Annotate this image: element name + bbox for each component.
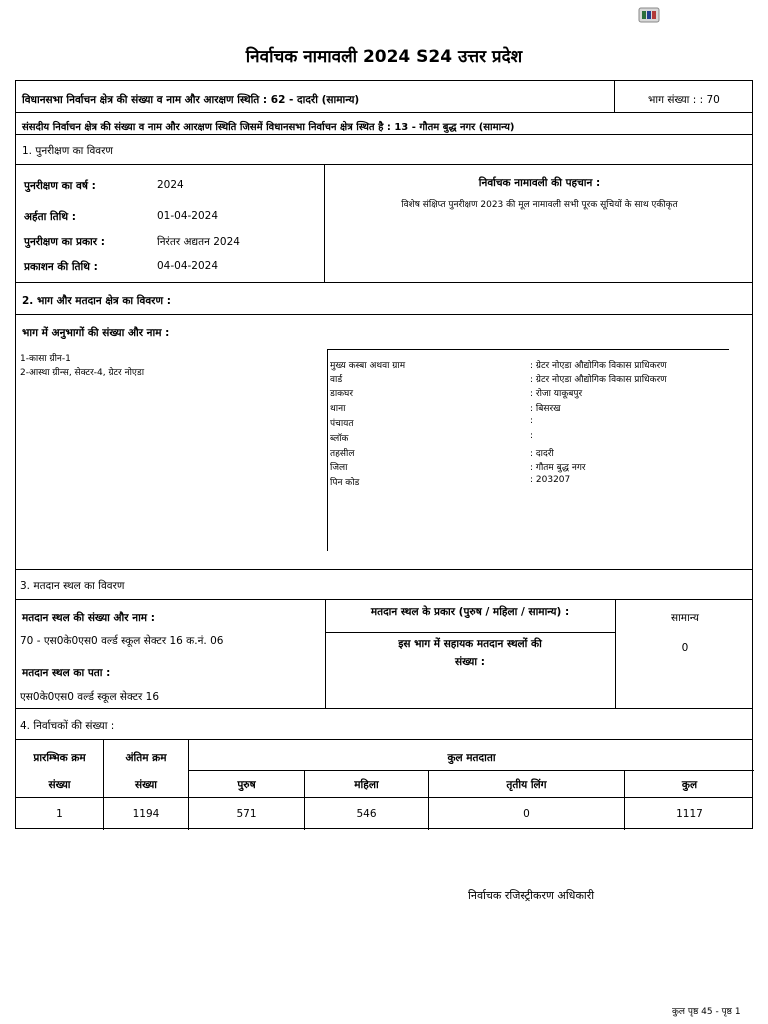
col-start-serial-line2: संख्या — [48, 779, 71, 791]
publication-date-label: प्रकाशन की तिथि : — [24, 261, 98, 273]
page-title: निर्वाचक नामावली 2024 S24 उत्तर प्रदेश — [245, 47, 523, 67]
revision-year-value: 2024 — [157, 179, 184, 191]
detail-label-panchayat: पंचायत — [330, 419, 354, 429]
detail-value-district: : गौतम बुद्ध नगर — [530, 463, 586, 473]
detail-value-panchayat: : — [530, 416, 534, 426]
roll-identity-text: विशेष संक्षिप्त पुनरीक्षण 2023 की मूल नामावली सभी पूरक सूचियों के साथ एकीकृत — [401, 200, 678, 210]
cell-start-serial: 1 — [56, 808, 63, 820]
section2-heading: 2. भाग और मतदान क्षेत्र का विवरण : — [22, 295, 171, 307]
aux-stations-label-line1: इस भाग में सहायक मतदान स्थलों की — [398, 638, 542, 650]
section3-heading: 3. मतदान स्थल का विवरण — [20, 580, 125, 592]
qualifying-date-value: 01-04-2024 — [157, 210, 219, 222]
aux-stations-value: 0 — [681, 642, 689, 654]
col-female: महिला — [354, 779, 379, 791]
election-commission-logo — [636, 4, 662, 26]
detail-label-post-office: डाकघर — [330, 389, 354, 399]
detail-label-police-station: थाना — [330, 404, 346, 414]
station-address-label: मतदान स्थल का पता : — [22, 667, 111, 679]
station-value: 70 - एस0के0एस0 वर्ल्ड स्कूल सेक्टर 16 क.नं. 06 — [20, 635, 224, 647]
revision-type-label: पुनरीक्षण का प्रकार : — [24, 236, 105, 248]
roll-identity-heading: निर्वाचक नामावली की पहचान : — [478, 177, 601, 189]
col-start-serial-line1: प्रारम्भिक क्रम — [33, 752, 86, 764]
registration-officer-signature: निर्वाचक रजिस्ट्रीकरण अधिकारी — [468, 889, 595, 902]
section-item-2: 2-आस्था ग्रीन्स, सेक्टर-4, ग्रेटर नोएडा — [20, 368, 145, 378]
detail-label-block: ब्लॉक — [330, 434, 349, 444]
station-type-label: मतदान स्थल के प्रकार (पुरुष / महिला / सामान्य) : — [370, 606, 570, 618]
col-end-serial-line1: अंतिम क्रम — [125, 752, 167, 764]
cell-end-serial: 1194 — [132, 808, 160, 820]
col-total: कुल — [681, 779, 698, 791]
section-item-1: 1-कासा ग्रीन-1 — [20, 354, 71, 364]
aux-stations-label-line2: संख्या : — [455, 656, 485, 668]
detail-label-district: जिला — [330, 463, 348, 473]
sections-subheading: भाग में अनुभागों की संख्या और नाम : — [22, 327, 170, 339]
part-number: भाग संख्या : : 70 — [648, 94, 720, 106]
detail-value-post-office: : रोजा याकूबपुर — [530, 389, 583, 399]
detail-value-ward: : ग्रेटर नोएडा औद्योगिक विकास प्राधिकरण — [530, 375, 667, 385]
detail-value-tehsil: : दादरी — [530, 449, 554, 459]
section4-heading: 4. निर्वाचकों की संख्या : — [20, 720, 115, 732]
col-total-voters: कुल मतदाता — [447, 752, 496, 764]
col-third-gender: तृतीय लिंग — [506, 779, 547, 791]
cell-third-gender: 0 — [523, 808, 530, 820]
detail-value-town: : ग्रेटर नोएडा औद्योगिक विकास प्राधिकरण — [530, 361, 667, 371]
station-label: मतदान स्थल की संख्या और नाम : — [22, 612, 155, 624]
detail-label-tehsil: तहसील — [330, 449, 355, 459]
detail-value-block: : — [530, 431, 534, 441]
detail-value-police-station: : बिसरख — [530, 404, 561, 414]
qualifying-date-label: अर्हता तिथि : — [24, 211, 76, 223]
station-type-value: सामान्य — [670, 612, 699, 624]
revision-year-label: पुनरीक्षण का वर्ष : — [24, 180, 96, 192]
page-number: कुल पृष्ठ 45 - पृष्ठ 1 — [672, 1007, 741, 1017]
detail-label-pincode: पिन कोड — [330, 478, 360, 488]
section1-heading: 1. पुनरीक्षण का विवरण — [22, 145, 114, 157]
detail-value-pincode: : 203207 — [530, 475, 571, 485]
assembly-constituency: विधानसभा निर्वाचन क्षेत्र की संख्या व नाम और आरक्षण स्थिति : 62 - दादरी (सामान्य) — [22, 94, 360, 106]
revision-type-value: निरंतर अद्यतन 2024 — [157, 236, 240, 248]
detail-label-ward: वार्ड — [330, 375, 343, 385]
cell-female: 546 — [356, 808, 377, 820]
cell-male: 571 — [236, 808, 257, 820]
parliamentary-constituency: संसदीय निर्वाचन क्षेत्र की संख्या व नाम और आरक्षण स्थिति जिसमें विधानसभा निर्वाचन क्षेत्र स्थित है : 13 - गौतम बुद्ध नगर (सामान्य) — [22, 122, 515, 133]
station-address-value: एस0के0एस0 वर्ल्ड स्कूल सेक्टर 16 — [20, 691, 160, 703]
col-end-serial-line2: संख्या — [134, 779, 158, 791]
cell-total: 1117 — [676, 808, 703, 820]
publication-date-value: 04-04-2024 — [157, 260, 219, 272]
detail-label-town: मुख्य कस्बा अथवा ग्राम — [330, 361, 406, 371]
roll-cover-table — [15, 80, 753, 829]
col-male: पुरुष — [237, 779, 256, 791]
